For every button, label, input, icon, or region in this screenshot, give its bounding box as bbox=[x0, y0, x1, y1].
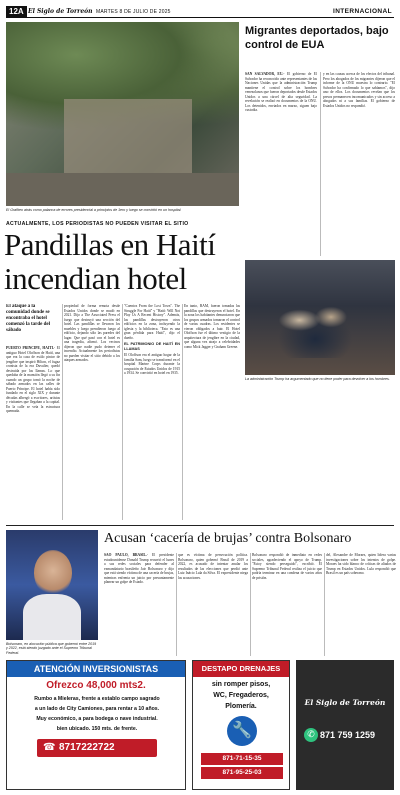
pandillas-col1 bbox=[6, 346, 60, 520]
bolsonaro-col2: que es víctima de persecución política. Bolsonaro, quien gobernó Brasil de 2019 a 2022, es acusado de intentar anular los resultados de las elecciones que perdió ante Luiz Inácio Lula da Silva. El expresidente niega las acusaciones. bbox=[178, 553, 248, 580]
pandillas-headline-2: incendian hotel bbox=[4, 261, 187, 296]
pandillas-col3b-text: El Oloffson era el antiguo hogar de la familia Sam, luego se transformó en el hospital Marine Corps durante la ocupación de Estados Unidos de 1915 a 1934. Se convirtió en hotel en 1935. bbox=[124, 353, 180, 375]
migrantes-photo-caption: La administración Trump ha argumentado que no tiene poder para devolver a los hombres. bbox=[245, 377, 390, 381]
pandillas-col1-text: El antiguo Hotel Oloffson de Haití, una que era la casa de estilo pintor de jengibre que inspiró Hilton, el fugaz cronista de la era Duvalier, quedó destruida por las llamas. Lo que quedaba de la mansión llegó a su fin cuando un grupo tomó la noche de sábado armados en las calles de Puerto Príncipe. El hotel había sido fundado en el siglo XIX y durante décadas albergó a escritores, artistas y visitantes que llegaban a la capital. En la calle se veía la estructura quemada. bbox=[6, 346, 60, 413]
pandillas-headline-1: Pandillas en Haití bbox=[4, 227, 216, 262]
ad-drains-phone1: 871-71-15-35 bbox=[201, 753, 283, 765]
migrantes-dateline: SAN SALVADOR, EU.- bbox=[245, 72, 285, 76]
bolsonaro-col1-text: El presidente estadounidense Donald Trump recurrió el lunes a sus redes sociales para defender al exmandatario brasileño Jair Bolsonaro y dijo que está siendo víctima de una cacería de brujas, mientras enfrenta un juicio por presuntamente planear un golpe de Estado. bbox=[104, 553, 174, 584]
photo-shirt bbox=[23, 594, 82, 640]
pandillas-col3-text: "Cuentos From the Lost Town". The Struggle For Haití" y "Haití: Will Not Play Us A Recent History". Además, las pandillas destruyeron otros edificios en la zona, incluyendo la iglesia y la biblioteca. "Esto es una gran pérdida para Haití", dijo el dueño. bbox=[124, 304, 180, 340]
pandillas-col4: En tanto, BAM, fueron tomadas las pandillas que destruyeron el hotel. En la zona los habitantes denunciaron que los grupos armados tomaron el control de varias cuadras. Los residentes se vieron obligados a huir. El Hotel Oloffson fue el último vestigio de la arquitectura de jengibre en la ciudad, que alguna vez atrajo a celebridades como Mick Jagger y Graham Greene. bbox=[184, 304, 240, 349]
whatsapp-icon: ✆ bbox=[304, 728, 318, 742]
ad-investors-phone: 8717222722 bbox=[59, 742, 115, 753]
ad-drains-phone2: 871-95-25-03 bbox=[201, 767, 283, 779]
pandillas-rule-3 bbox=[182, 304, 183, 520]
photo-face bbox=[34, 550, 73, 596]
ad-investors bbox=[6, 660, 186, 790]
pandillas-rule-2 bbox=[122, 304, 123, 520]
ad-drains-line1: sin romper pisos, bbox=[211, 681, 271, 688]
ad-drains-line3: Plomería. bbox=[225, 703, 257, 710]
ad-investors-line2: a un lado de City Camiones, para rentar a 10 años. bbox=[34, 706, 160, 712]
ad-siglo bbox=[296, 660, 394, 790]
migrantes-headline: Migrantes deportados, bajo control de EUA bbox=[245, 25, 389, 51]
hotel-photo-caption: El Grafiteo atrás como palanca de errores presidencial a principios de 1ero y luego se convirtió en un hospital. bbox=[6, 208, 182, 212]
section-divider bbox=[6, 525, 394, 526]
bolsonaro-photo-caption: Bolsonaro, en alocución pública que gobernó entre 2019 y 2022, está siendo juzgado ante el Supremo Tribunal Federal. bbox=[6, 642, 97, 655]
pandillas-deck: El ataque a la comunidad donde se encontraba el hotel comenzó la tarde del sábado bbox=[6, 304, 51, 333]
bolsonaro-rule-1 bbox=[176, 553, 177, 656]
page-date: MARTES 8 DE JULIO DE 2025 bbox=[96, 9, 171, 15]
bolsonaro-photo bbox=[6, 530, 98, 640]
migrantes-col1 bbox=[245, 72, 317, 256]
bolsonaro-col3: Bolsonaro respondió de inmediato en redes sociales, agradeciendo el apoyo de Trump. "Estoy siendo perseguido", escribió. El Supremo Tribunal Federal realiza el juicio que podría terminar en una condena de varios años de prisión. bbox=[252, 553, 322, 580]
hotel-photo bbox=[6, 22, 239, 206]
phone-icon: ☎ bbox=[43, 742, 56, 753]
migrantes-col2: y en las causas acerca de los efectos del tribunal. Pero los abogados de los migrantes dijeron que el informe de la ONU muestra lo contrario. "El Salvador ha confirmado lo que sabíamos", dijo uno de ellos. Los documentos revelan que los presos permanecen incomunicados y sin acceso a abogados ni a sus familias. El gobierno de Estados Unidos no respondió. bbox=[323, 72, 395, 108]
photo-ground bbox=[6, 173, 239, 206]
pandillas-col2: propiedad de forma remota desde Estados Unidos donde se mudó en 2021. Dijo a The Associated Press el fuego que destruyó una sección del hotel. Las pandillas se llevaron los muebles y luego prendieron fuego al edificio, dejando sólo las paredes del lugar. Que qué pasó con el hotel es una tragedia, afirmó. Los vecinos dijeron que nadie pudo detener el incendio. Actualmente los periodistas no pueden visitar el sitio debido a los ataques armados. bbox=[64, 304, 120, 362]
ad-siglo-brand: El Siglo de Torreón bbox=[304, 698, 386, 707]
plumber-icon: 🔧 bbox=[227, 716, 257, 746]
ad-investors-line4: bien ubicado. 150 mts. de frente. bbox=[56, 726, 138, 732]
pandillas-col3 bbox=[124, 304, 180, 520]
migrantes-column-rule bbox=[320, 72, 321, 256]
photo-figures bbox=[268, 295, 373, 358]
bolsonaro-col1 bbox=[104, 553, 174, 656]
ad-investors-line3: Muy económico, a para bodega o nave industrial. bbox=[36, 716, 158, 722]
bolsonaro-headline: Acusan ‘cacería de brujas’ contra Bolsonaro bbox=[104, 531, 352, 546]
ad-investors-price: Ofrezco 48,000 mts2. bbox=[46, 680, 146, 691]
section-name: INTERNACIONAL bbox=[332, 8, 392, 15]
ad-investors-title: ATENCIÓN INVERSIONISTAS bbox=[7, 661, 185, 677]
photo-ruins bbox=[64, 99, 192, 182]
pandillas-rule-1 bbox=[62, 304, 63, 520]
bolsonaro-rule-2 bbox=[250, 553, 251, 656]
kicker-lead: ACTUALMENTE, bbox=[6, 221, 51, 227]
migrantes-photo bbox=[245, 260, 395, 375]
kicker-rest: LOS PERIODISTAS NO PUEDEN VISITAR EL SITIO bbox=[50, 221, 189, 227]
ad-investors-line1: Rumbo a Mieleras, frente a establo campo sagrado bbox=[34, 696, 160, 702]
migrantes-col1-text: El gobierno de El Salvador ha reconocido ante representantes de las Naciones Unidas que la administración Trump mantiene el control sobre los hombres venezolanos que fueron deportados desde Estados Unidos a una cárcel de alta seguridad. La revelación se realizó en documentos de la ONU. Los detenidos, enviados en marzo, siguen bajo custodia. bbox=[245, 72, 317, 112]
bolsonaro-rule-3 bbox=[324, 553, 325, 656]
bolsonaro-col4: del, Alexandre de Moraes, quien lidera varias investigaciones sobre los intentos de golpe. Moraes ha sido blanco de críticas de aliados de Trump en Estados Unidos. Lula respondió que Brasil es un país soberano. bbox=[326, 553, 396, 575]
page-number: 12A bbox=[6, 6, 27, 17]
ad-drains bbox=[192, 660, 290, 790]
ad-drains-title: DESTAPO DRENAJES bbox=[193, 661, 289, 677]
ad-investors-phone-box bbox=[37, 739, 157, 757]
ad-siglo-phone: 871 759 1259 bbox=[320, 730, 376, 740]
newspaper-name: El Siglo de Torreón bbox=[28, 8, 93, 15]
pandillas-dateline: PUERTO PRÍNCIPE, HAITÍ.- bbox=[6, 346, 56, 350]
page-header bbox=[6, 6, 394, 18]
pandillas-subhead: EL PATRIMONIO DE HAITÍ EN LLAMAS bbox=[124, 342, 180, 351]
bolsonaro-dateline: SAO PAULO, BRASIL.- bbox=[104, 553, 149, 557]
ad-drains-line2: WC, Fregaderos, bbox=[213, 692, 269, 699]
